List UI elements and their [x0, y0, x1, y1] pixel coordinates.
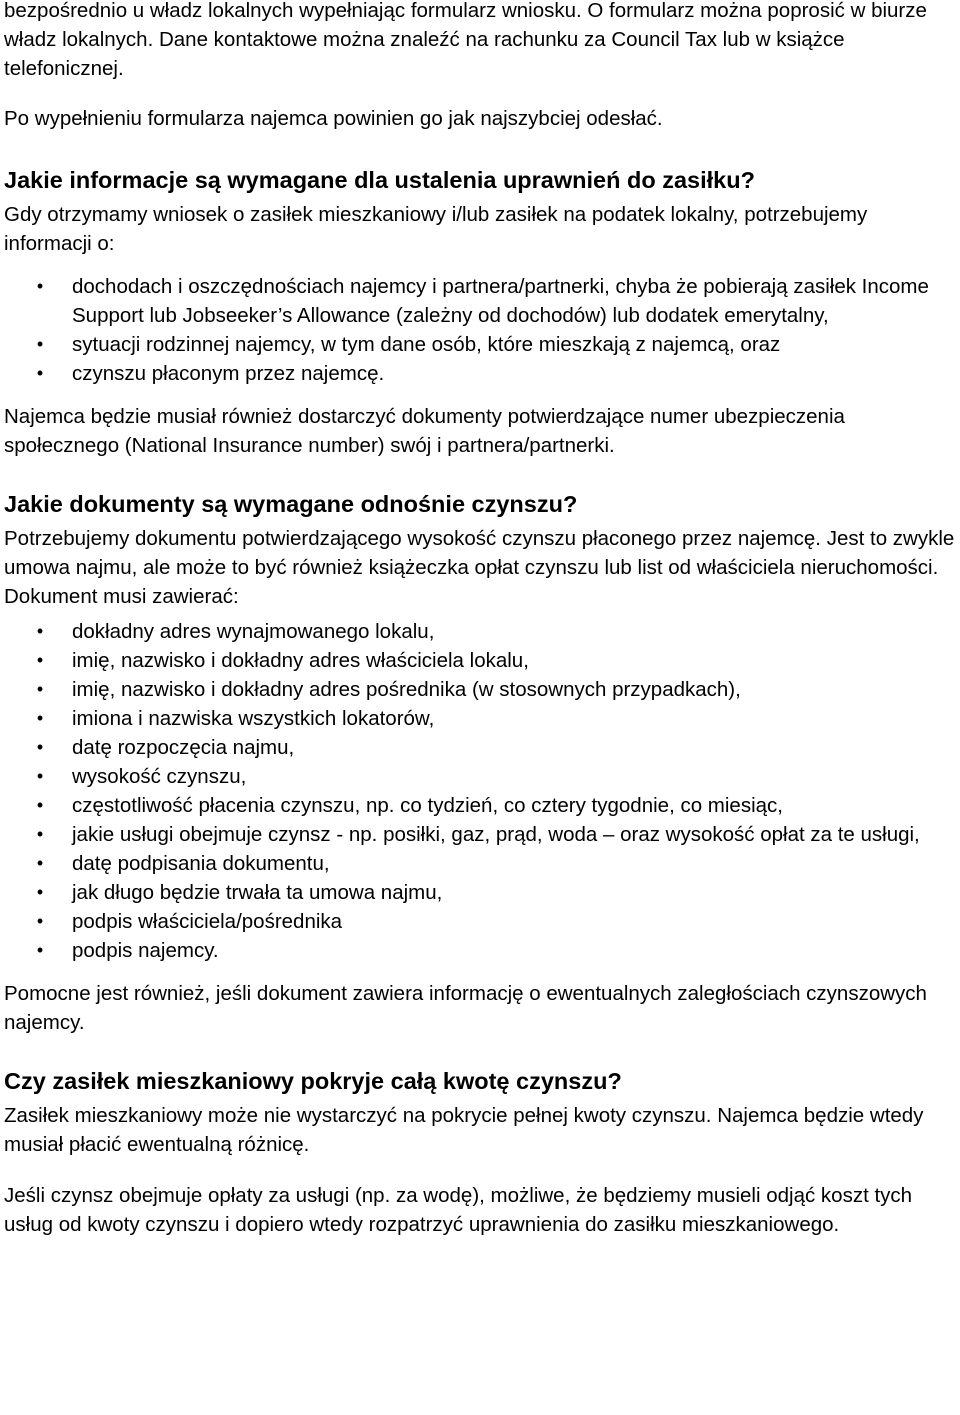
list-item-text: datę podpisania dokumentu, [72, 852, 330, 875]
list-item [4, 617, 960, 646]
intro-paragraph-submit: Po wypełnieniu formularza najemca powinien go jak najszybciej odesłać. [4, 107, 663, 130]
list-item [4, 704, 960, 733]
section3-paragraph: Zasiłek mieszkaniowy może nie wystarczyć na pokrycie pełnej kwoty czynszu. Najemca będzie wtedy musiał płacić ewentualną różnicę. [4, 1104, 924, 1156]
section-heading-rent-coverage: Czy zasiłek mieszkaniowy pokryje całą kwotę czynszu? [4, 1068, 622, 1094]
bullet-icon: • [36, 940, 44, 960]
bullet-icon: • [36, 824, 44, 844]
section2-lead: Potrzebujemy dokumentu potwierdzającego wysokość czynszu płaconego przez najemcę. Jest to zwykle umowa najmu, ale może to być również książeczka opłat czynszu lub list od właściciela nieruchomości. Dokument musi zawierać: [4, 527, 955, 608]
section-heading-eligibility-info: Jakie informacje są wymagane dla ustalenia uprawnień do zasiłku? [4, 167, 755, 193]
section1-lead: Gdy otrzymamy wniosek o zasiłek mieszkaniowy i/lub zasiłek na podatek lokalny, potrzebujemy informacji o: [4, 203, 868, 255]
bullet-icon: • [36, 679, 44, 699]
bullet-icon: • [36, 882, 44, 902]
list-item [4, 330, 960, 359]
list-item [4, 791, 960, 820]
list-item [4, 359, 960, 388]
section-heading-rent-documents: Jakie dokumenty są wymagane odnośnie czynszu? [4, 491, 578, 517]
list-item-text: wysokość czynszu, [72, 765, 247, 788]
list-item-text: podpis właściciela/pośrednika [72, 910, 343, 933]
bullet-icon: • [36, 276, 44, 296]
list-item-text: czynszu płaconym przez najemcę. [72, 362, 385, 385]
list-item-text: podpis najemcy. [72, 939, 219, 962]
list-item [4, 272, 960, 330]
list-item-text: jakie usługi obejmuje czynsz - np. posiłki, gaz, prąd, woda – oraz wysokość opłat za te usługi, [72, 823, 920, 846]
list-item [4, 762, 960, 791]
bullet-icon: • [36, 621, 44, 641]
bullet-icon: • [36, 766, 44, 786]
section2-list [4, 617, 960, 965]
list-item [4, 646, 960, 675]
bullet-icon: • [36, 853, 44, 873]
bullet-icon: • [36, 911, 44, 931]
intro-paragraph: bezpośrednio u władz lokalnych wypełniając formularz wniosku. O formularz można poprosić w biurze władz lokalnych. Dane kontaktowe można znaleźć na rachunku za Council Tax lub w książce telefonicznej. [4, 0, 927, 80]
section3-paragraph-service-charges: Jeśli czynsz obejmuje opłaty za usługi (np. za wodę), możliwe, że będziemy musieli odjąć koszt tych usług od kwoty czynszu i dopiero wtedy rozpatrzyć uprawnienia do zasiłku mieszkaniowego. [4, 1184, 913, 1236]
list-item [4, 936, 960, 965]
section1-list [4, 272, 960, 388]
list-item-text: datę rozpoczęcia najmu, [72, 736, 295, 759]
bullet-icon: • [36, 737, 44, 757]
list-item [4, 878, 960, 907]
list-item-text: sytuacji rodzinnej najemcy, w tym dane osób, które mieszkają z najemcą, oraz [72, 333, 781, 356]
bullet-icon: • [36, 334, 44, 354]
document-page [4, 0, 960, 1239]
section2-closing: Pomocne jest również, jeśli dokument zawiera informację o ewentualnych zaległościach czynszowych najemcy. [4, 982, 927, 1034]
list-item-text: jak długo będzie trwała ta umowa najmu, [72, 881, 443, 904]
list-item [4, 675, 960, 704]
bullet-icon: • [36, 708, 44, 728]
list-item [4, 907, 960, 936]
list-item [4, 733, 960, 762]
list-item-text: imię, nazwisko i dokładny adres właściciela lokalu, [72, 649, 529, 672]
bullet-icon: • [36, 795, 44, 815]
list-item [4, 849, 960, 878]
list-item-text: imię, nazwisko i dokładny adres pośrednika (w stosownych przypadkach), [72, 678, 741, 701]
bullet-icon: • [36, 650, 44, 670]
section1-closing: Najemca będzie musiał również dostarczyć dokumenty potwierdzające numer ubezpieczenia społecznego (National Insurance number) swój i partnera/partnerki. [4, 405, 845, 457]
list-item-text: imiona i nazwiska wszystkich lokatorów, [72, 707, 435, 730]
list-item-text: częstotliwość płacenia czynszu, np. co tydzień, co cztery tygodnie, co miesiąc, [72, 794, 783, 817]
bullet-icon: • [36, 363, 44, 383]
list-item-text: dochodach i oszczędnościach najemcy i partnera/partnerki, chyba że pobierają zasiłek Income Support lub Jobseeker’s Allowance (zależny od dochodów) lub dodatek emerytalny, [72, 275, 929, 327]
list-item [4, 820, 960, 849]
list-item-text: dokładny adres wynajmowanego lokalu, [72, 620, 435, 643]
